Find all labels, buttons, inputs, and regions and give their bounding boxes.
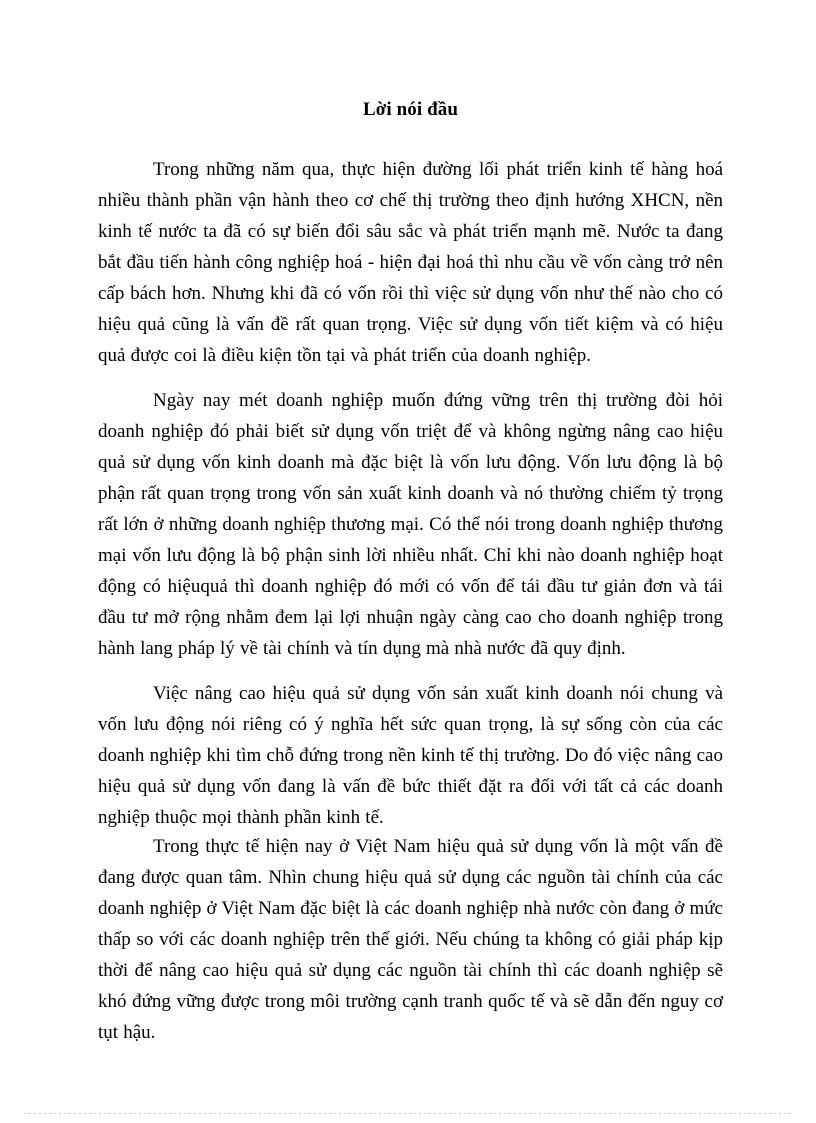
paragraph-4: Trong thực tế hiện nay ở Việt Nam hiệu quả sử dụng vốn là một vấn đề đang được quan tâm. Nhìn chung hiệu quả sử dụng các nguồn tài chính của các doanh nghiệp ở Việt Nam đặc biệt là các doanh nghiệp nhà nước còn đang ở mức thấp so với các doanh nghiệp trên thế giới. Nếu chúng ta không có giải pháp kịp thời để nâng cao hiệu quả sử dụng các nguồn tài chính thì các doanh nghiệp sẽ khó đứng vững được trong môi trường cạnh tranh quốc tế và sẽ dẫn đến nguy cơ tụt hậu. xyxy=(98,836,723,1043)
page-title: Lời nói đầu xyxy=(362,99,459,120)
paragraph-1: Trong những năm qua, thực hiện đường lối phát triển kinh tế hàng hoá nhiều thành phần vận hành theo cơ chế thị trường theo định hướng XHCN, nền kinh tế nước ta đã có sự biến đổi sâu sắc và phát triển mạnh mẽ. Nước ta đang bắt đầu tiến hành công nghiệp hoá - hiện đại hoá thì nhu cầu về vốn càng trở nên cấp bách hơn. Nhưng khi đã có vốn rồi thì việc sử dụng vốn như thế nào cho có hiệu quả cũng là vấn đề rất quan trọng. Việc sử dụng vốn tiết kiệm và có hiệu quả được coi là điều kiện tồn tại và phát triển của doanh nghiệp. xyxy=(98,159,723,366)
paragraph-2: Ngày nay mét doanh nghiệp muốn đứng vững trên thị trường đòi hỏi doanh nghiệp đó phải biết sử dụng vốn triệt để và không ngừng nâng cao hiệu quả sử dụng vốn kinh doanh mà đặc biệt là vốn lưu động. Vốn lưu động là bộ phận rất quan trọng trong vốn sản xuất kinh doanh và nó thường chiếm tỷ trọng rất lớn ở những doanh nghiệp thương mại. Có thể nói trong doanh nghiệp thương mại vốn lưu động là bộ phận sinh lời nhiều nhất. Chỉ khi nào doanh nghiệp hoạt động có hiệuquả thì doanh nghiệp đó mới có vốn để tái đầu tư giản đơn và tái đầu tư mở rộng nhằm đem lại lợi nhuận ngày càng cao cho doanh nghiệp trong hành lang pháp lý về tài chính và tín dụng mà nhà nước đã quy định. xyxy=(98,390,723,659)
scan-artifact-line xyxy=(24,1113,792,1114)
document-text-block xyxy=(98,96,723,1048)
paragraph-3: Việc nâng cao hiệu quả sử dụng vốn sản xuất kinh doanh nói chung và vốn lưu động nói riêng có ý nghĩa hết sức quan trọng, là sự sống còn của các doanh nghiệp khi tìm chỗ đứng trong nền kinh tế thị trường. Do đó việc nâng cao hiệu quả sử dụng vốn đang là vấn đề bức thiết đặt ra đối với tất cả các doanh nghiệp thuộc mọi thành phần kinh tế. xyxy=(98,683,723,828)
